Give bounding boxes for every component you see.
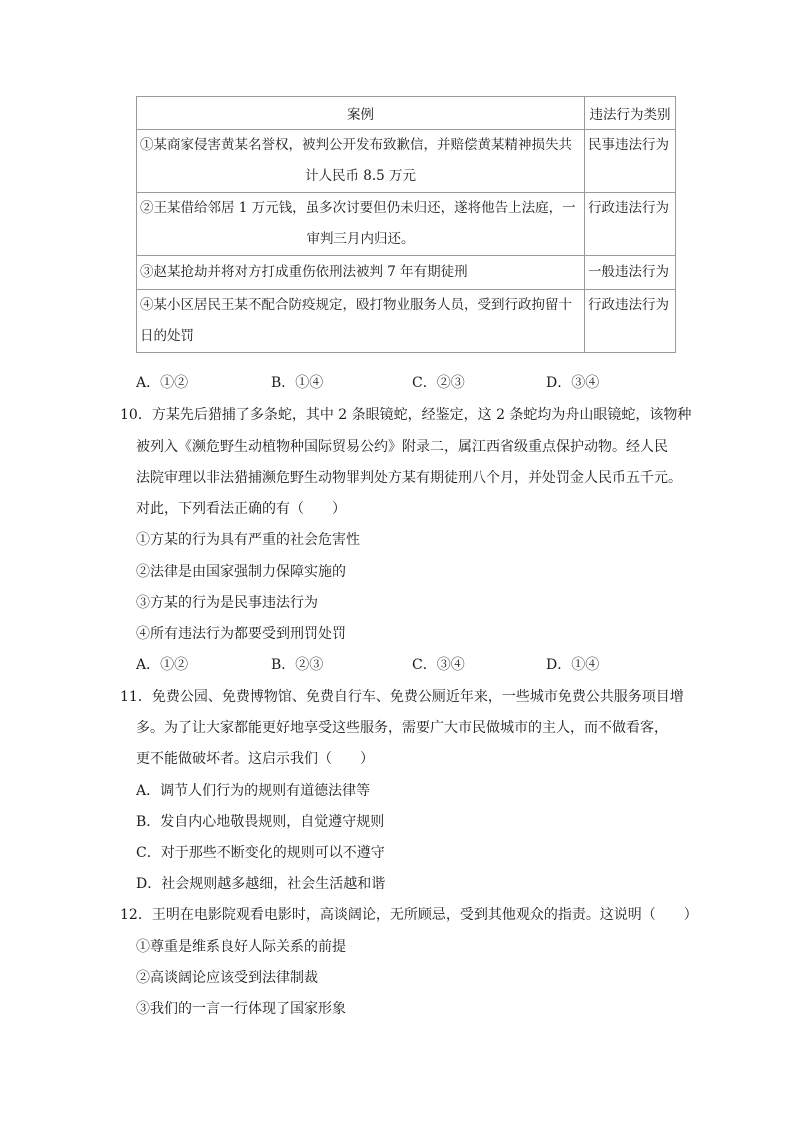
q10-statement: ①方某的行为具有严重的社会危害性 [136, 532, 360, 548]
table-row [137, 256, 676, 290]
case-cell [137, 130, 585, 193]
q10-stem-line: 10．方某先后猎捕了多条蛇，其中 2 条眼镜蛇，经鉴定，这 2 条蛇均为舟山眼镜蛇，该物种 [120, 407, 692, 423]
q10-statement: ③方某的行为是民事违法行为 [136, 595, 318, 611]
q9-option-d: D．③④ [546, 375, 600, 391]
q11-option-a: A．调节人们行为的规则有道德法律等 [136, 783, 371, 799]
q10-stem-line: 对此，下列看法正确的有（ ） [136, 501, 346, 517]
type-cell: 行政违法行为 [585, 290, 676, 353]
q11-stem-line: 多。为了让大家都能更好地享受这些服务，需要广大市民做城市的主人，而不做看客， [136, 720, 668, 736]
q9-option-b: B．①④ [271, 375, 324, 391]
q10-option-a: A．①② [136, 657, 189, 673]
case-text-line1: ④某小区居民王某不配合防疫规定，殴打物业服务人员，受到行政拘留十 [140, 297, 572, 313]
case-text-line1: ②王某借给邻居 1 万元钱，虽多次讨要但仍未归还，遂将他告上法庭，一 [140, 200, 576, 216]
q12-stem-line: 12．王明在电影院观看电影时，高谈阔论，无所顾忌，受到其他观众的指责。这说明（ ） [120, 907, 698, 923]
q10-stem-line: 法院审理以非法猎捕濒危野生动物罪判处方某有期徒刑八个月，并处罚金人民币五千元。 [136, 470, 682, 486]
case-text-line2: 日的处罚 [140, 328, 194, 344]
q10-statement: ④所有违法行为都要受到刑罚处罚 [136, 626, 346, 642]
case-text-line1: ①某商家侵害黄某名誉权，被判公开发布致歉信，并赔偿黄某精神损失共 [140, 137, 572, 153]
type-cell: 民事违法行为 [585, 130, 676, 193]
q11-option-b: B．发自内心地敬畏规则，自觉遵守规则 [136, 814, 385, 830]
case-cell [137, 256, 585, 290]
case-text-line1: ③赵某抢劫并将对方打成重伤依刑法被判 7 年有期徒刑 [140, 264, 468, 280]
q11-stem-line: 更不能做破坏者。这启示我们（ ） [136, 751, 374, 767]
case-cell [137, 290, 585, 353]
case-text-line2: 审判三月内归还。 [306, 231, 415, 247]
q9-option-c: C．②③ [412, 375, 465, 391]
table-row [137, 290, 676, 353]
table-row [137, 193, 676, 256]
q10-stem-line: 被列入《濒危野生动植物种国际贸易公约》附录二，属江西省级重点保护动物。经人民 [136, 439, 668, 455]
q11-stem-line: 11．免费公园、免费博物馆、免费自行车、免费公厕近年来，一些城市免费公共服务项目增 [120, 689, 684, 705]
q10-option-c: C．③④ [412, 657, 465, 673]
table-header-case: 案例 [137, 97, 585, 130]
table-header-type: 违法行为类别 [585, 97, 676, 130]
case-cell [137, 193, 585, 256]
table-row [137, 130, 676, 193]
type-cell: 行政违法行为 [585, 193, 676, 256]
q10-option-d: D．①④ [546, 657, 600, 673]
table-header-row [137, 97, 676, 130]
cases-table [136, 96, 676, 353]
q11-option-c: C．对于那些不断变化的规则可以不遵守 [136, 845, 385, 861]
q12-statement: ③我们的一言一行体现了国家形象 [136, 1001, 346, 1017]
q11-option-d: D．社会规则越多越细，社会生活越和谐 [136, 876, 386, 892]
q12-statement: ①尊重是维系良好人际关系的前提 [136, 939, 346, 955]
case-text-line2: 计人民币 8.5 万元 [304, 168, 417, 184]
q10-statement: ②法律是由国家强制力保障实施的 [136, 564, 346, 580]
q10-option-b: B．②③ [271, 657, 324, 673]
q9-option-a: A．①② [136, 375, 189, 391]
type-cell: 一般违法行为 [585, 256, 676, 290]
q12-statement: ②高谈阔论应该受到法律制裁 [136, 970, 318, 986]
